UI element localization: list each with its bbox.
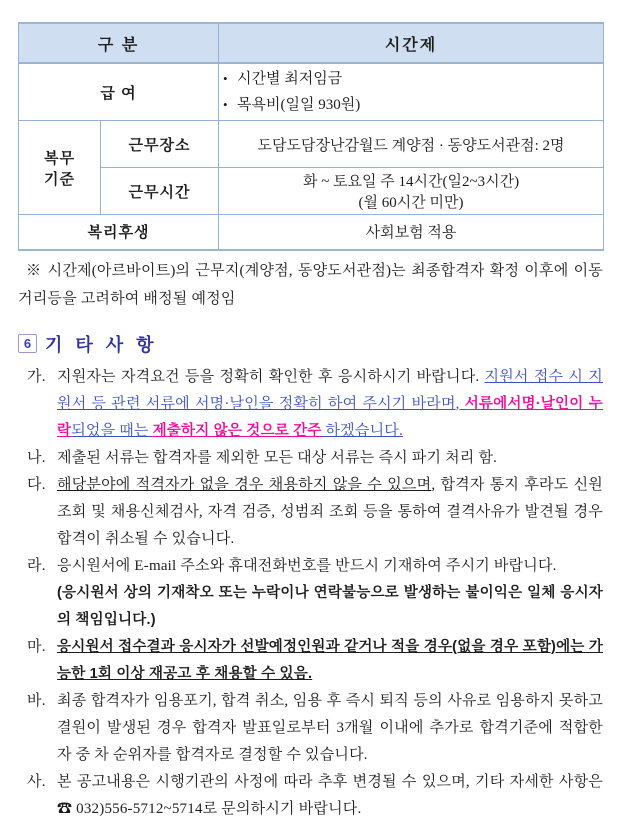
item-label: 다. [27, 476, 46, 493]
list-item [18, 445, 603, 472]
duty-label-line1: 복무 [44, 149, 75, 167]
salary-value [219, 63, 604, 121]
item-text-segment: , 합격자 통지 후라도 신원조회 및 채용신체검사, 자격 검증, 성범죄 조회 등을 통하여 결격사유가 발견될 경우 합격이 취소될 수 있습니다. [57, 476, 603, 547]
item-label: 바. [27, 692, 46, 709]
employment-conditions-table [18, 22, 604, 251]
table-row-salary [19, 63, 604, 121]
table-row-workplace [19, 121, 604, 168]
header-category: 구 분 [19, 23, 219, 63]
welfare-label: 복리후생 [19, 215, 219, 250]
salary-label: 급 여 [19, 63, 219, 121]
workhours-value [219, 168, 604, 215]
workhours-line2: (월 60시간 미만) [358, 195, 464, 211]
item-text-segment: 응시원서에 E-mail 주소와 휴대전화번호를 반드시 기재하여 주시기 바랍니다. [57, 557, 557, 574]
item-text-segment: 서류에서명·날인이 누락 [57, 395, 603, 439]
item-text-segment: 응시원서 접수결과 응시자가 선발예정인원과 같거나 적을 경우(없을 경우 포함)에는 가능한 1회 이상 재공고 후 채용할 수 있음. [57, 638, 603, 682]
workplace-value: 도담도담장난감월드 계양점 · 동양도서관점: 2명 [219, 121, 604, 168]
section-header [18, 331, 603, 357]
salary-bullet-1 [223, 66, 599, 92]
other-items-list [18, 364, 603, 823]
list-item [18, 472, 603, 553]
list-item [18, 769, 603, 823]
document-page [18, 22, 603, 823]
item-label: 나. [27, 449, 46, 466]
workhours-line1: 화 ~ 토요일 주 14시간(일2~3시간) [302, 174, 520, 190]
table-row-welfare [19, 215, 604, 250]
item-text-segment: 해당분야에 적격자가 없을 경우 채용하지 않을 수 있으며 [57, 476, 432, 493]
duty-label-line2: 기준 [44, 170, 75, 188]
assignment-note: ※ 시간제(아르바이트)의 근무지(계양점, 동양도서관점)는 최종합격자 확정 이후에 이동거리등을 고려하여 배정될 예정임 [18, 262, 603, 307]
table-row-workhours [19, 168, 604, 215]
bullet-icon: • [223, 71, 228, 86]
welfare-value: 사회보험 적용 [219, 215, 604, 250]
salary-bullet-1-text: 시간별 최저임금 [237, 71, 343, 87]
item-text-segment: 지원서 접수 시 지원서 등 관련 서류에 서명·날인을 정확히 하여 주시기 바라며, [57, 368, 603, 412]
item-label: 라. [27, 557, 46, 574]
item-text-segment: (응시원서 상의 기재착오 또는 누락이나 연락불능으로 발생하는 불이익은 일체 응시자의 책임입니다.) [57, 584, 603, 628]
list-item [18, 364, 603, 445]
item-text-segment: 본 공고내용은 시행기관의 사정에 따라 추후 변경될 수 있으며, 기타 자세한 사항은 ☎ 032)556-5712~5714로 문의하시기 바랍니다. [57, 773, 603, 817]
duty-standard-label [19, 121, 101, 215]
item-text-segment: 되었을 때는 [71, 422, 153, 439]
table-header-row [19, 23, 604, 63]
item-text-segment: 최종 합격자가 임용포기, 합격 취소, 임용 후 즉시 퇴직 등의 사유로 임용하지 못하고 결원이 발생된 경우 합격자 발표일로부터 3개월 이내에 추가로 합격기준에 적합한 자 중 차 순위자를 합격자로 결정할 수 있습니다. [57, 692, 603, 763]
item-text-segment: 제출하지 않은 것으로 간주 [152, 422, 322, 439]
bullet-icon: • [223, 97, 228, 112]
list-item [18, 634, 603, 688]
section-title: 기 타 사 항 [45, 334, 158, 355]
salary-bullet-2-text: 목욕비(일일 930원) [237, 97, 361, 113]
list-item [18, 688, 603, 769]
workhours-label: 근무시간 [101, 168, 219, 215]
item-text-segment: 지원자는 자격요건 등을 정확히 확인한 후 응시하시기 바랍니다. [57, 368, 485, 385]
item-label: 마. [27, 638, 46, 655]
salary-bullet-2 [223, 92, 599, 118]
item-text-segment: 제출된 서류는 합격자를 제외한 모든 대상 서류는 즉시 파기 처리 함. [57, 449, 498, 466]
section-number-box-icon: 6 [18, 334, 37, 353]
item-label: 사. [27, 773, 46, 790]
list-item [18, 553, 603, 634]
workplace-label: 근무장소 [101, 121, 219, 168]
item-text-segment: 하겠습니다. [321, 422, 403, 439]
header-type: 시간제 [219, 23, 604, 63]
item-label: 가. [27, 368, 46, 385]
